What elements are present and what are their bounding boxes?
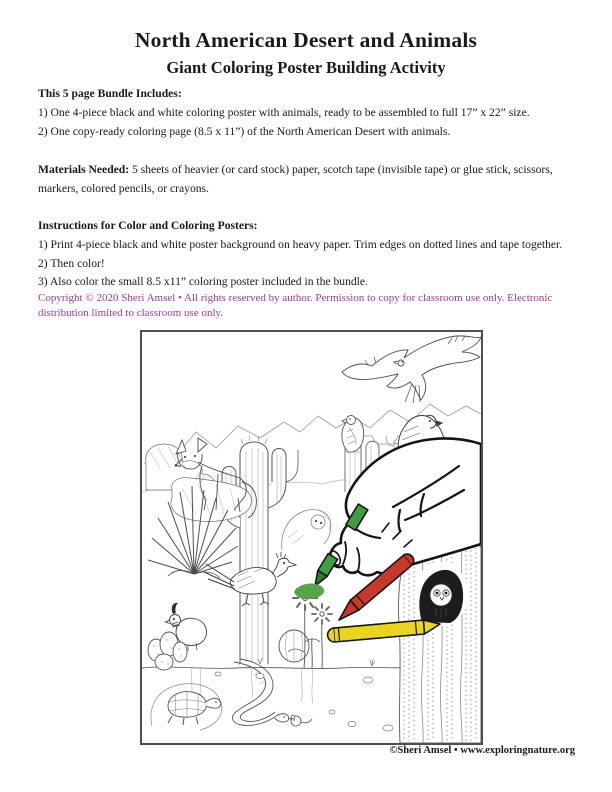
- materials-label: Materials Needed:: [38, 163, 130, 176]
- bundle-item-2: 2) One copy-ready coloring page (8.5 x 11”) of the North American Desert with animals.: [38, 125, 451, 138]
- instructions-heading: Instructions for Color and Coloring Posters:: [38, 219, 258, 232]
- perched-hawk-icon: [342, 416, 364, 453]
- snake-icon: [232, 659, 294, 725]
- materials-text-1: 5 sheets of heavier (or card stock) paper, scotch tape (invisible tape) or glue stick, scissors,: [129, 163, 553, 176]
- ground-stones: [215, 658, 393, 731]
- materials-line-1: [38, 163, 553, 176]
- big-saguaro-with-owl-hole: [398, 538, 481, 743]
- instruction-step-2: 2) Then color!: [38, 257, 105, 270]
- coloring-poster-frame: [140, 330, 483, 745]
- copyright-line-1: Copyright © 2020 Sheri Amsel • All rights reserved by author. Permission to copy for classroom use only. Electronic: [38, 292, 553, 304]
- soaring-hawk-icon: [342, 336, 481, 403]
- instruction-step-3: 3) Also color the small 8.5 x11” coloring poster included in the bundle.: [38, 275, 368, 288]
- materials-line-2: markers, colored pencils, or crayons.: [38, 182, 209, 195]
- tortoise-icon: [151, 684, 222, 730]
- author-credit: ©Sheri Amsel • www.exploringnature.org: [389, 745, 575, 756]
- desert-coloring-illustration: [142, 332, 481, 743]
- mouse-icon: [291, 715, 312, 726]
- saguaro-cactus-tall: [222, 436, 298, 664]
- page-title: North American Desert and Animals: [134, 28, 478, 52]
- bundle-item-1: 1) One 4-piece black and white coloring poster with animals, ready to be assembled to full 17” x 22” size.: [38, 106, 530, 119]
- copyright-line-2: distribution limited to classroom use only.: [38, 307, 224, 319]
- desert-bighorn-sketch: [282, 510, 331, 550]
- bundle-heading: This 5 page Bundle Includes:: [38, 87, 182, 100]
- instruction-step-1: 1) Print 4-piece black and white poster background on heavy paper. Trim edges on dotted lines and tape together.: [38, 238, 563, 251]
- green-crayon-mark: [294, 584, 324, 600]
- page-subtitle: Giant Coloring Poster Building Activity: [166, 58, 446, 77]
